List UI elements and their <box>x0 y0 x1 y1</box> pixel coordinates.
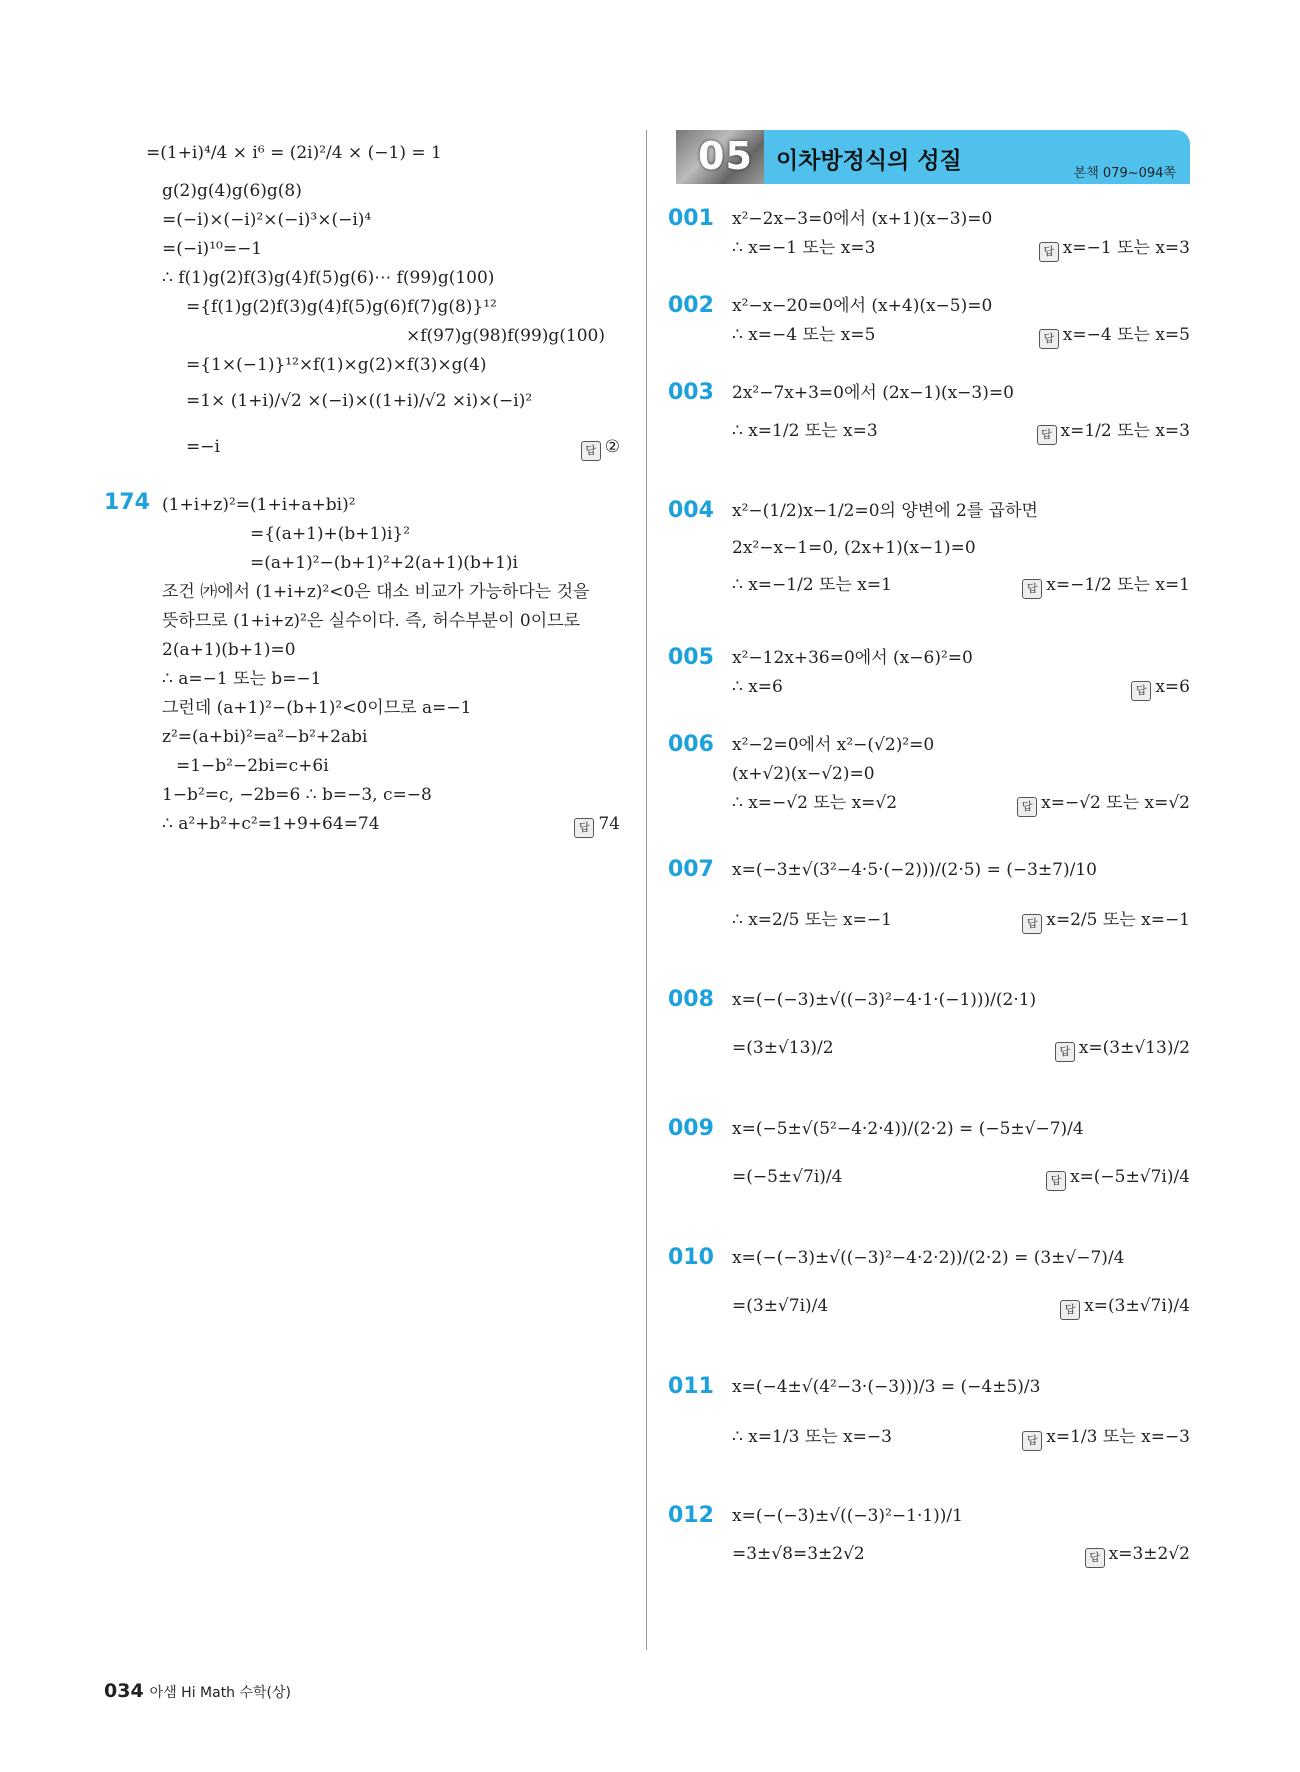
answer: 답 x=−1 또는 x=3 <box>1039 235 1190 262</box>
problem-number: 011 <box>668 1374 714 1399</box>
answer: 답 x=(−5±√7i)/4 <box>1046 1164 1190 1191</box>
answer: 답 x=−√2 또는 x=√2 <box>1017 790 1190 817</box>
answer: 답 x=−1/2 또는 x=1 <box>1022 572 1190 599</box>
solution-line: 뜻하므로 (1+i+z)²은 실수이다. 즉, 허수부분이 0이므로 <box>162 611 581 631</box>
solution-line: =(3±√7i)/4 <box>732 1296 829 1316</box>
solution-line: 2x²−7x+3=0에서 (2x−1)(x−3)=0 <box>732 383 1014 403</box>
solution-line: ∴ x=6 <box>732 677 783 697</box>
solution-line: ∴ x=−1 또는 x=3 <box>732 238 876 258</box>
solution-line: 1−b²=c, −2b=6 ∴ b=−3, c=−8 <box>162 785 432 805</box>
problem-number: 001 <box>668 206 714 231</box>
solution-line: =1−b²−2bi=c+6i <box>176 756 329 776</box>
solution-line: =−i <box>186 437 220 457</box>
answer-icon: 답 <box>581 441 601 461</box>
solution-line: x=(−5±√(5²−4·2·4))/(2·2) = (−5±√−7)/4 <box>732 1119 1084 1139</box>
solution-line: =(a+1)²−(b+1)²+2(a+1)(b+1)i <box>250 553 518 573</box>
solution-line: ∴ a²+b²+c²=1+9+64=74 <box>162 814 380 834</box>
solution-line: =(3±√13)/2 <box>732 1038 834 1058</box>
answer-icon: 답 <box>1039 242 1059 262</box>
solution-line: 그런데 (a+1)²−(b+1)²<0이므로 a=−1 <box>162 698 472 718</box>
answer: 답 x=(3±√13)/2 <box>1055 1035 1190 1062</box>
solution-line: x²−2=0에서 x²−(√2)²=0 <box>732 735 935 755</box>
solution-line: x²−12x+36=0에서 (x−6)²=0 <box>732 648 973 668</box>
section-header <box>676 130 1190 184</box>
solution-line: x=(−(−3)±√((−3)²−4·1·(−1)))/(2·1) <box>732 990 1037 1010</box>
solution-line: ∴ f(1)g(2)f(3)g(4)f(5)g(6)⋯ f(99)g(100) <box>162 268 495 288</box>
solution-line: =(1+i)⁴/4 × i⁶ = (2i)²/4 × (−1) = 1 <box>146 143 442 163</box>
solution-line: 2(a+1)(b+1)=0 <box>162 640 296 660</box>
solution-line: x=(−4±√(4²−3·(−3)))/3 = (−4±5)/3 <box>732 1377 1041 1397</box>
solution-line: 2x²−x−1=0, (2x+1)(x−1)=0 <box>732 538 976 558</box>
problem-number: 005 <box>668 645 714 670</box>
solution-line: ∴ a=−1 또는 b=−1 <box>162 669 322 689</box>
answer-icon: 답 <box>1022 579 1042 599</box>
answer-icon: 답 <box>1022 914 1042 934</box>
answer-icon: 답 <box>574 818 594 838</box>
answer: 답 x=−4 또는 x=5 <box>1039 322 1190 349</box>
problem-number-174: 174 <box>104 490 150 515</box>
problem-number: 004 <box>668 498 714 523</box>
problem-number: 006 <box>668 732 714 757</box>
solution-line: 조건 ㈎에서 (1+i+z)²<0은 대소 비교가 가능하다는 것을 <box>162 582 590 602</box>
solution-line: =(−5±√7i)/4 <box>732 1167 843 1187</box>
solution-line: ∴ x=1/2 또는 x=3 <box>732 421 878 441</box>
solution-line: ∴ x=1/3 또는 x=−3 <box>732 1427 892 1447</box>
solution-line: =1× (1+i)/√2 ×(−i)×((1+i)/√2 ×i)×(−i)² <box>186 391 533 411</box>
book-title: 아샘 Hi Math 수학(상) <box>149 1685 292 1701</box>
solution-line: x=(−(−3)±√((−3)²−4·2·2))/(2·2) = (3±√−7)/4 <box>732 1248 1125 1268</box>
problem-number: 007 <box>668 857 714 882</box>
problem-number: 010 <box>668 1245 714 1270</box>
solution-line: =(−i)×(−i)²×(−i)³×(−i)⁴ <box>162 210 372 230</box>
solution-line: ∴ x=2/5 또는 x=−1 <box>732 910 892 930</box>
answer: 답 x=6 <box>1131 674 1190 701</box>
solution-line: (1+i+z)²=(1+i+a+bi)² <box>162 495 356 515</box>
problem-number: 008 <box>668 987 714 1012</box>
page-footer <box>104 1680 291 1702</box>
answer-icon: 답 <box>1017 797 1037 817</box>
solution-line: x=(−(−3)±√((−3)²−1·1))/1 <box>732 1506 963 1526</box>
problem-number: 002 <box>668 293 714 318</box>
solution-line: ={f(1)g(2)f(3)g(4)f(5)g(6)f(7)g(8)}¹² <box>186 297 497 317</box>
section-title: 이차방정식의 성질 <box>776 148 962 174</box>
answer-173: 답 ② <box>581 434 620 461</box>
answer-icon: 답 <box>1085 1548 1105 1568</box>
problem-number: 012 <box>668 1503 714 1528</box>
answer: 답 x=(3±√7i)/4 <box>1060 1293 1190 1320</box>
section-number: 05 <box>698 134 753 178</box>
solution-line: ∴ x=−√2 또는 x=√2 <box>732 793 898 813</box>
problem-number: 003 <box>668 380 714 405</box>
solution-line: ∴ x=−4 또는 x=5 <box>732 325 876 345</box>
answer-icon: 답 <box>1060 1300 1080 1320</box>
answer-icon: 답 <box>1022 1431 1042 1451</box>
solution-line: g(2)g(4)g(6)g(8) <box>162 181 302 201</box>
solution-line: x²−(1/2)x−1/2=0의 양변에 2를 곱하면 <box>732 501 1038 521</box>
solution-line: x=(−3±√(3²−4·5·(−2)))/(2·5) = (−3±7)/10 <box>732 860 1097 880</box>
solution-line: =3±√8=3±2√2 <box>732 1544 865 1564</box>
solution-line: z²=(a+bi)²=a²−b²+2abi <box>162 727 368 747</box>
answer-174: 답 74 <box>574 811 620 838</box>
answer: 답 x=1/3 또는 x=−3 <box>1022 1424 1190 1451</box>
answer-icon: 답 <box>1055 1042 1075 1062</box>
solution-line: ={(a+1)+(b+1)i}² <box>250 524 411 544</box>
problem-number: 009 <box>668 1116 714 1141</box>
solution-line: x²−2x−3=0에서 (x+1)(x−3)=0 <box>732 209 993 229</box>
answer-icon: 답 <box>1039 329 1059 349</box>
answer: 답 x=3±2√2 <box>1085 1541 1190 1568</box>
column-divider <box>646 130 647 1650</box>
answer-icon: 답 <box>1131 681 1151 701</box>
solution-line: x²−x−20=0에서 (x+4)(x−5)=0 <box>732 296 993 316</box>
answer-icon: 답 <box>1046 1171 1066 1191</box>
answer-icon: 답 <box>1037 425 1057 445</box>
answer: 답 x=1/2 또는 x=3 <box>1037 418 1191 445</box>
solution-line: =(−i)¹⁰=−1 <box>162 239 263 259</box>
solution-line: (x+√2)(x−√2)=0 <box>732 764 875 784</box>
solution-line: ×f(97)g(98)f(99)g(100) <box>406 326 605 346</box>
page-number: 034 <box>104 1680 144 1702</box>
solution-line: ∴ x=−1/2 또는 x=1 <box>732 575 892 595</box>
answer: 답 x=2/5 또는 x=−1 <box>1022 907 1190 934</box>
solution-line: ={1×(−1)}¹²×f(1)×g(2)×f(3)×g(4) <box>186 355 487 375</box>
section-page-reference: 본책 079~094쪽 <box>1073 166 1176 181</box>
